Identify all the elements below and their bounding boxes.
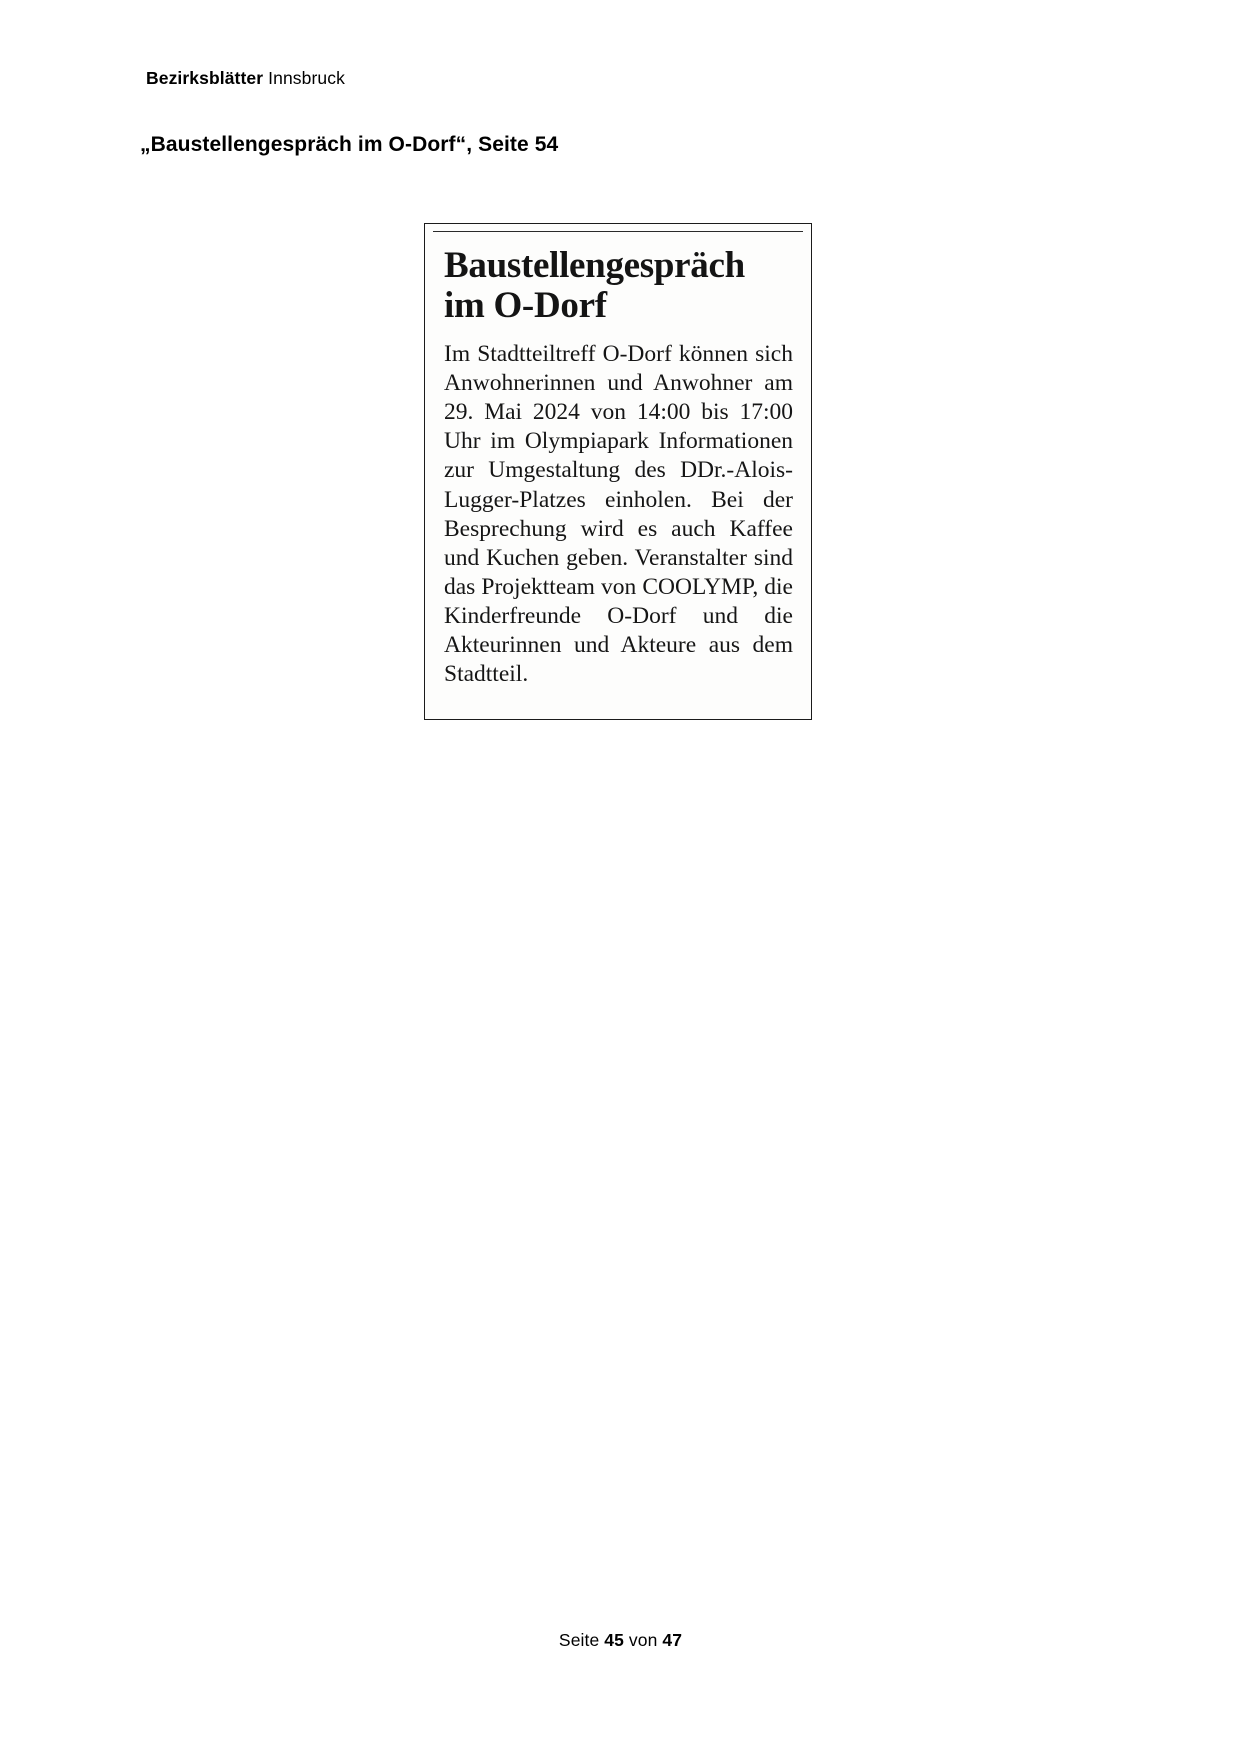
footer-of-word: von [628, 1630, 658, 1650]
footer-page-number: 45 [604, 1630, 624, 1650]
footer-page-word: Seite [558, 1630, 600, 1650]
clipping-body-text: Im Stadtteiltreff O-Dorf können sich Anwohnerinnen und Anwohner am 29. Mai 2024 von 14:00 bis 17:00 Uhr im Olympiapark Informationen zur Umgestaltung des DDr.-Alois-Lugger-Platzes einholen. Bei der Besprechung wird es auch Kaffee und Kuchen geben. Veranstalter sind das Projektteam von COOLYMP, die Kinderfreunde O-Dorf und die Akteurinnen und Akteure aus dem Stadtteil. [444, 340, 793, 688]
clipping-headline [444, 246, 793, 326]
page-footer [0, 1630, 1241, 1651]
article-caption: „Baustellengespräch im O-Dorf“, Seite 54 [140, 133, 559, 156]
publication-edition: Innsbruck [268, 68, 345, 88]
newspaper-clipping [424, 223, 812, 720]
clipping-top-rule [433, 231, 803, 232]
footer-total-pages: 47 [662, 1630, 683, 1650]
clipping-headline-line1: Baustellengespräch [444, 245, 745, 286]
document-header [146, 68, 345, 89]
clipping-headline-line2: im O-Dorf [444, 284, 607, 326]
publication-brand: Bezirksblätter [146, 68, 264, 88]
clipping-body [444, 340, 793, 690]
